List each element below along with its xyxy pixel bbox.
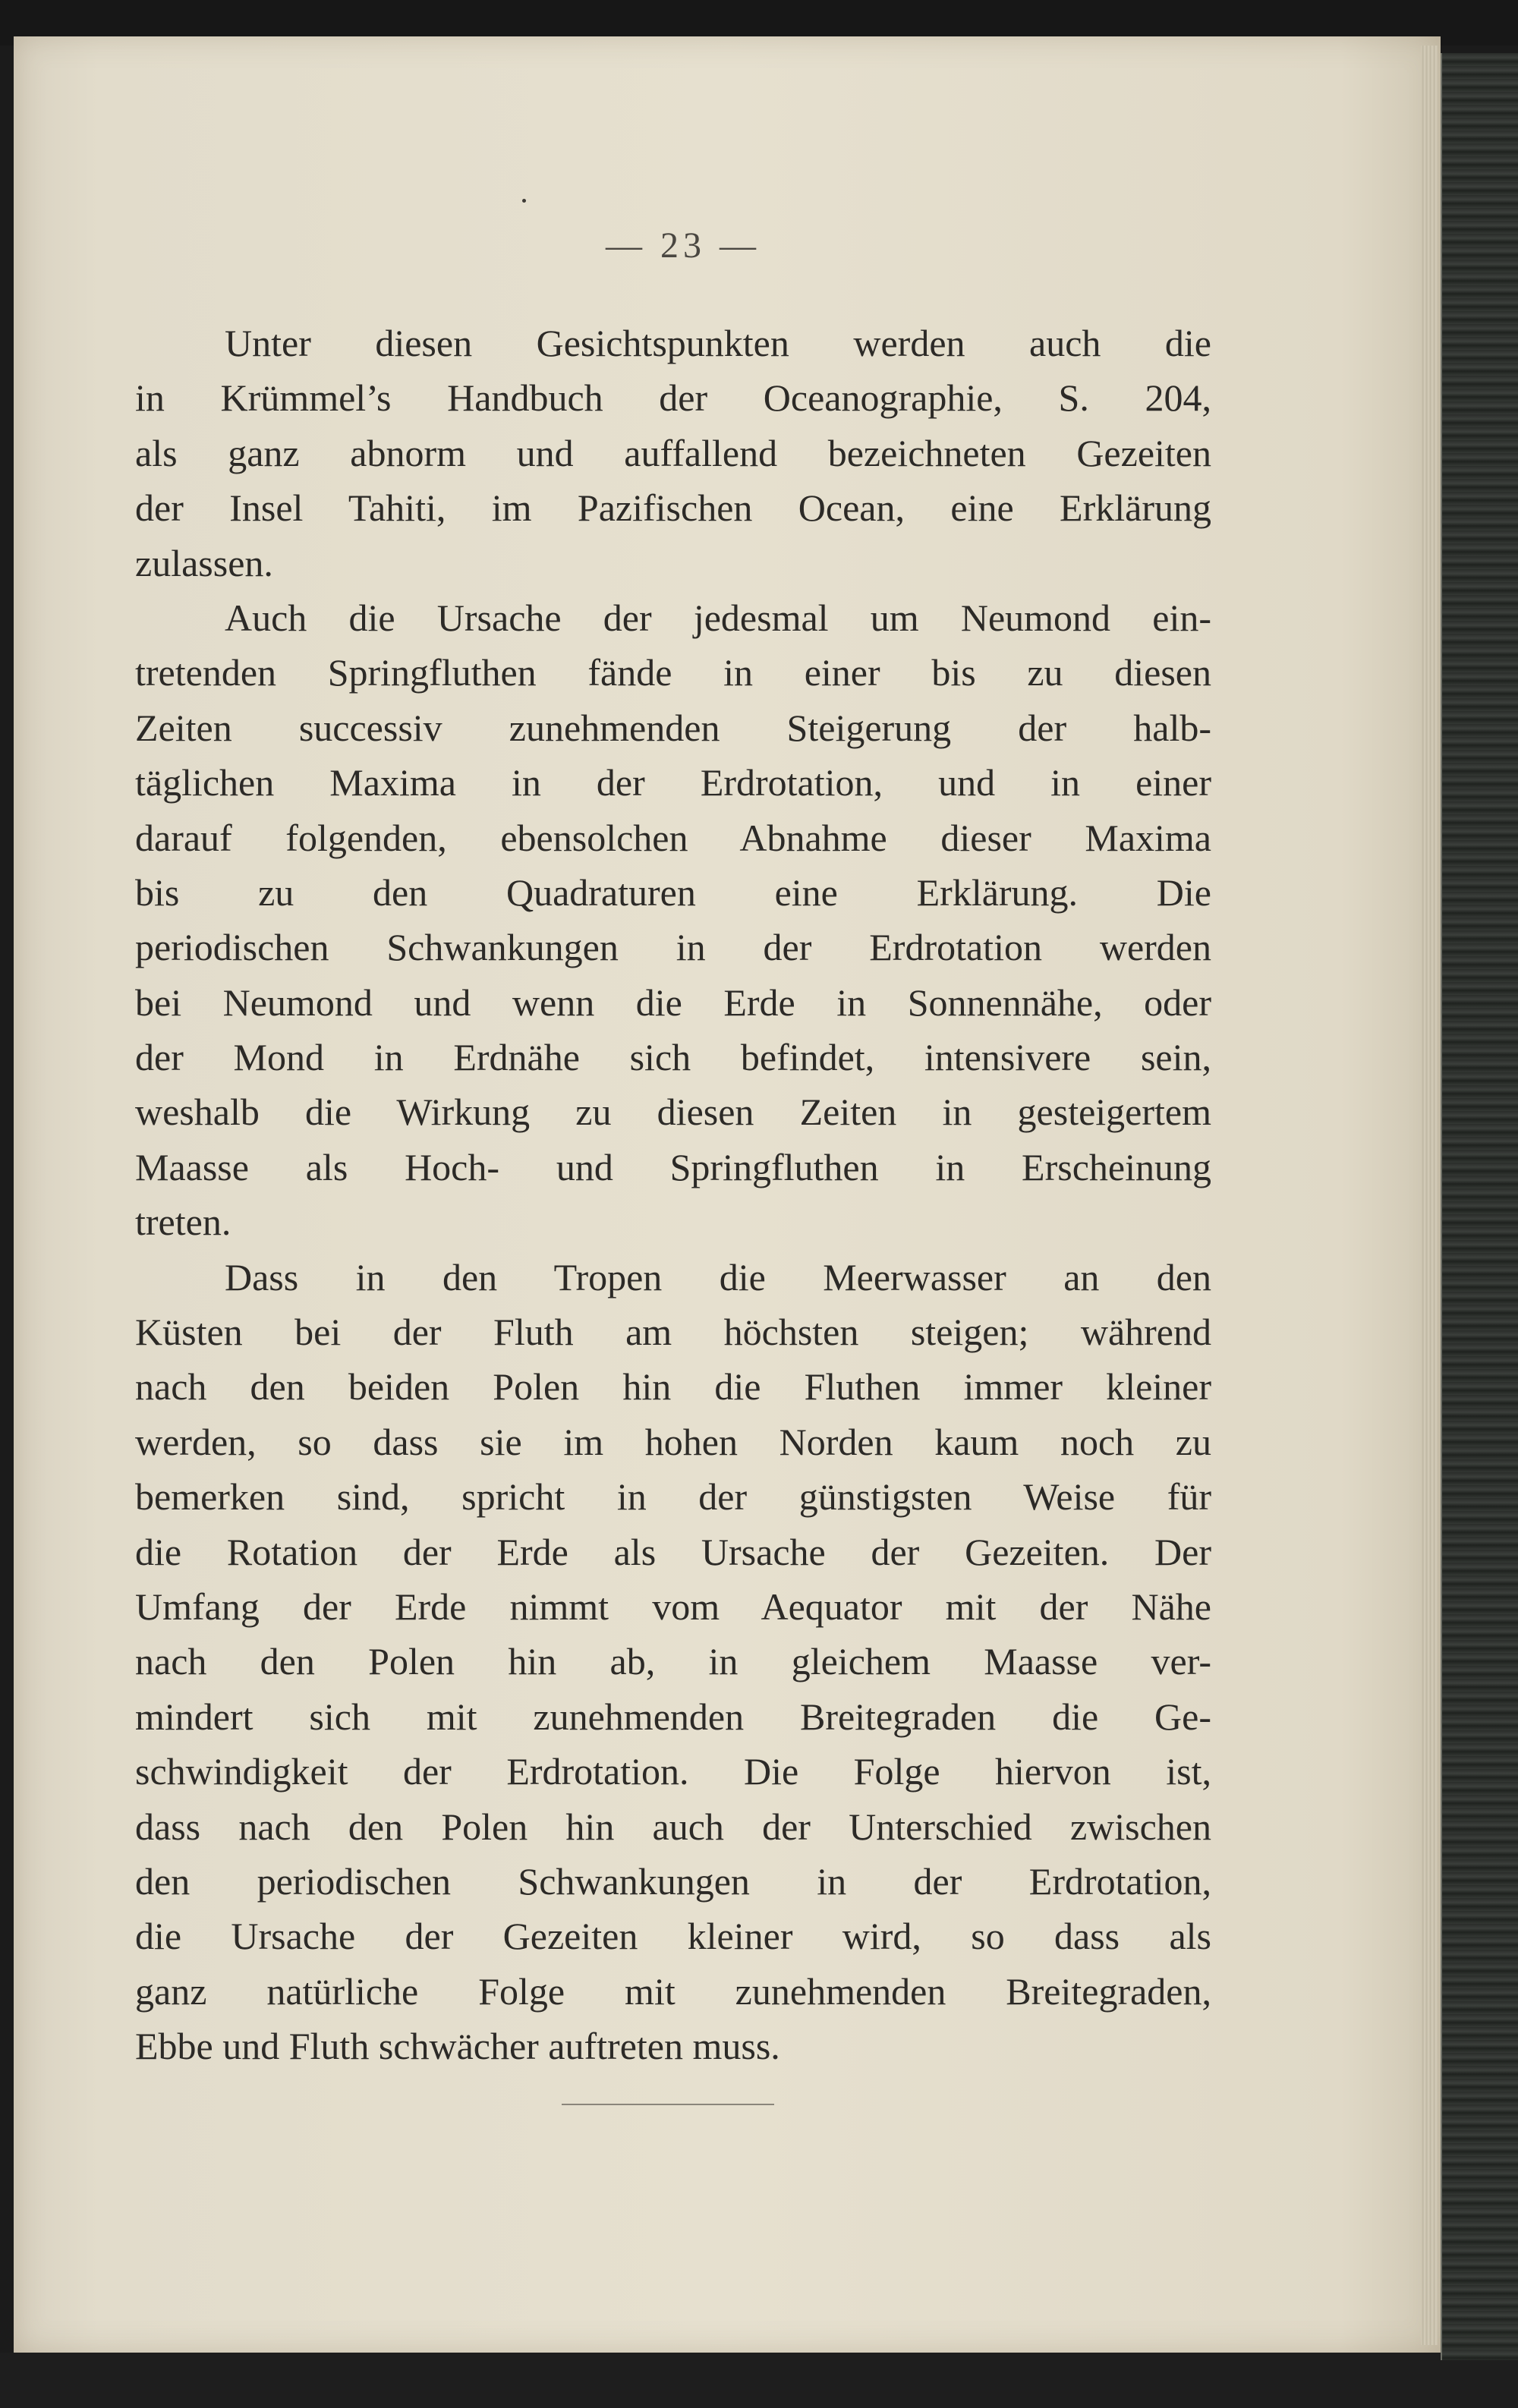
text-line: dass nach den Polen hin auch der Unterschied zwischen	[135, 1805, 1211, 1848]
text-line: die Ursache der Gezeiten kleiner wird, so dass als	[135, 1915, 1211, 1958]
text-line: täglichen Maxima in der Erdrotation, und in einer	[135, 761, 1211, 804]
text-line: Zeiten successiv zunehmenden Steigerung der halb-	[135, 706, 1211, 749]
text-line: Umfang der Erde nimmt vom Aequator mit der Nähe	[135, 1585, 1211, 1628]
text-line: Unter diesen Gesichtspunkten werden auch die	[225, 322, 1211, 364]
paper-speck	[522, 199, 526, 203]
book-binding	[1442, 53, 1518, 2360]
page-number-heading: — 23 —	[606, 225, 761, 266]
text-line: Dass in den Tropen die Meerwasser an den	[225, 1255, 1211, 1298]
text-line: als ganz abnorm und auffallend bezeichneten Gezeiten	[135, 431, 1211, 474]
text-line: treten.	[135, 1201, 231, 1244]
text-line: Auch die Ursache der jedesmal um Neumond ein-	[225, 596, 1211, 639]
text-line: mindert sich mit zunehmenden Breitegraden die Ge-	[135, 1695, 1211, 1738]
text-line: bis zu den Quadraturen eine Erklärung. Die	[135, 870, 1211, 914]
text-line: schwindigkeit der Erdrotation. Die Folge hiervon ist,	[135, 1750, 1211, 1793]
text-line: tretenden Springfluthen fände in einer bis zu diesen	[135, 651, 1211, 694]
text-line: bemerken sind, spricht in der günstigsten Weise für	[135, 1475, 1211, 1519]
text-line: in Krümmel’s Handbuch der Oceanographie, S. 204,	[135, 376, 1211, 420]
page-stack-edge	[1421, 46, 1438, 2345]
text-line: nach den beiden Polen hin die Fluthen immer kleiner	[135, 1365, 1211, 1409]
text-line: ganz natürliche Folge mit zunehmenden Breitegraden,	[135, 1969, 1211, 2013]
text-line: werden, so dass sie im hohen Norden kaum noch zu	[135, 1420, 1211, 1463]
text-line: bei Neumond und wenn die Erde in Sonnennähe, oder	[135, 981, 1211, 1024]
text-line: der Mond in Erdnähe sich befindet, intensivere sein,	[135, 1036, 1211, 1079]
text-line: der Insel Tahiti, im Pazifischen Ocean, eine Erklärung	[135, 486, 1211, 530]
text-line: zulassen.	[135, 541, 273, 584]
text-line: weshalb die Wirkung zu diesen Zeiten in gesteigertem	[135, 1091, 1211, 1134]
text-line: darauf folgenden, ebensolchen Abnahme dieser Maxima	[135, 816, 1211, 859]
text-line: periodischen Schwankungen in der Erdrotation werden	[135, 926, 1211, 969]
end-rule	[562, 2104, 774, 2105]
scan-background-bottom	[0, 2353, 1518, 2408]
body-text	[135, 316, 1211, 2074]
text-line: die Rotation der Erde als Ursache der Gezeiten. Der	[135, 1530, 1211, 1573]
text-line: nach den Polen hin ab, in gleichem Maasse ver-	[135, 1640, 1211, 1683]
text-line: Maasse als Hoch- und Springfluthen in Erscheinung	[135, 1145, 1211, 1188]
text-line: den periodischen Schwankungen in der Erdrotation,	[135, 1859, 1211, 1903]
text-line: Ebbe und Fluth schwächer auftreten muss.	[135, 2025, 780, 2068]
text-line: Küsten bei der Fluth am höchsten steigen; während	[135, 1311, 1211, 1354]
